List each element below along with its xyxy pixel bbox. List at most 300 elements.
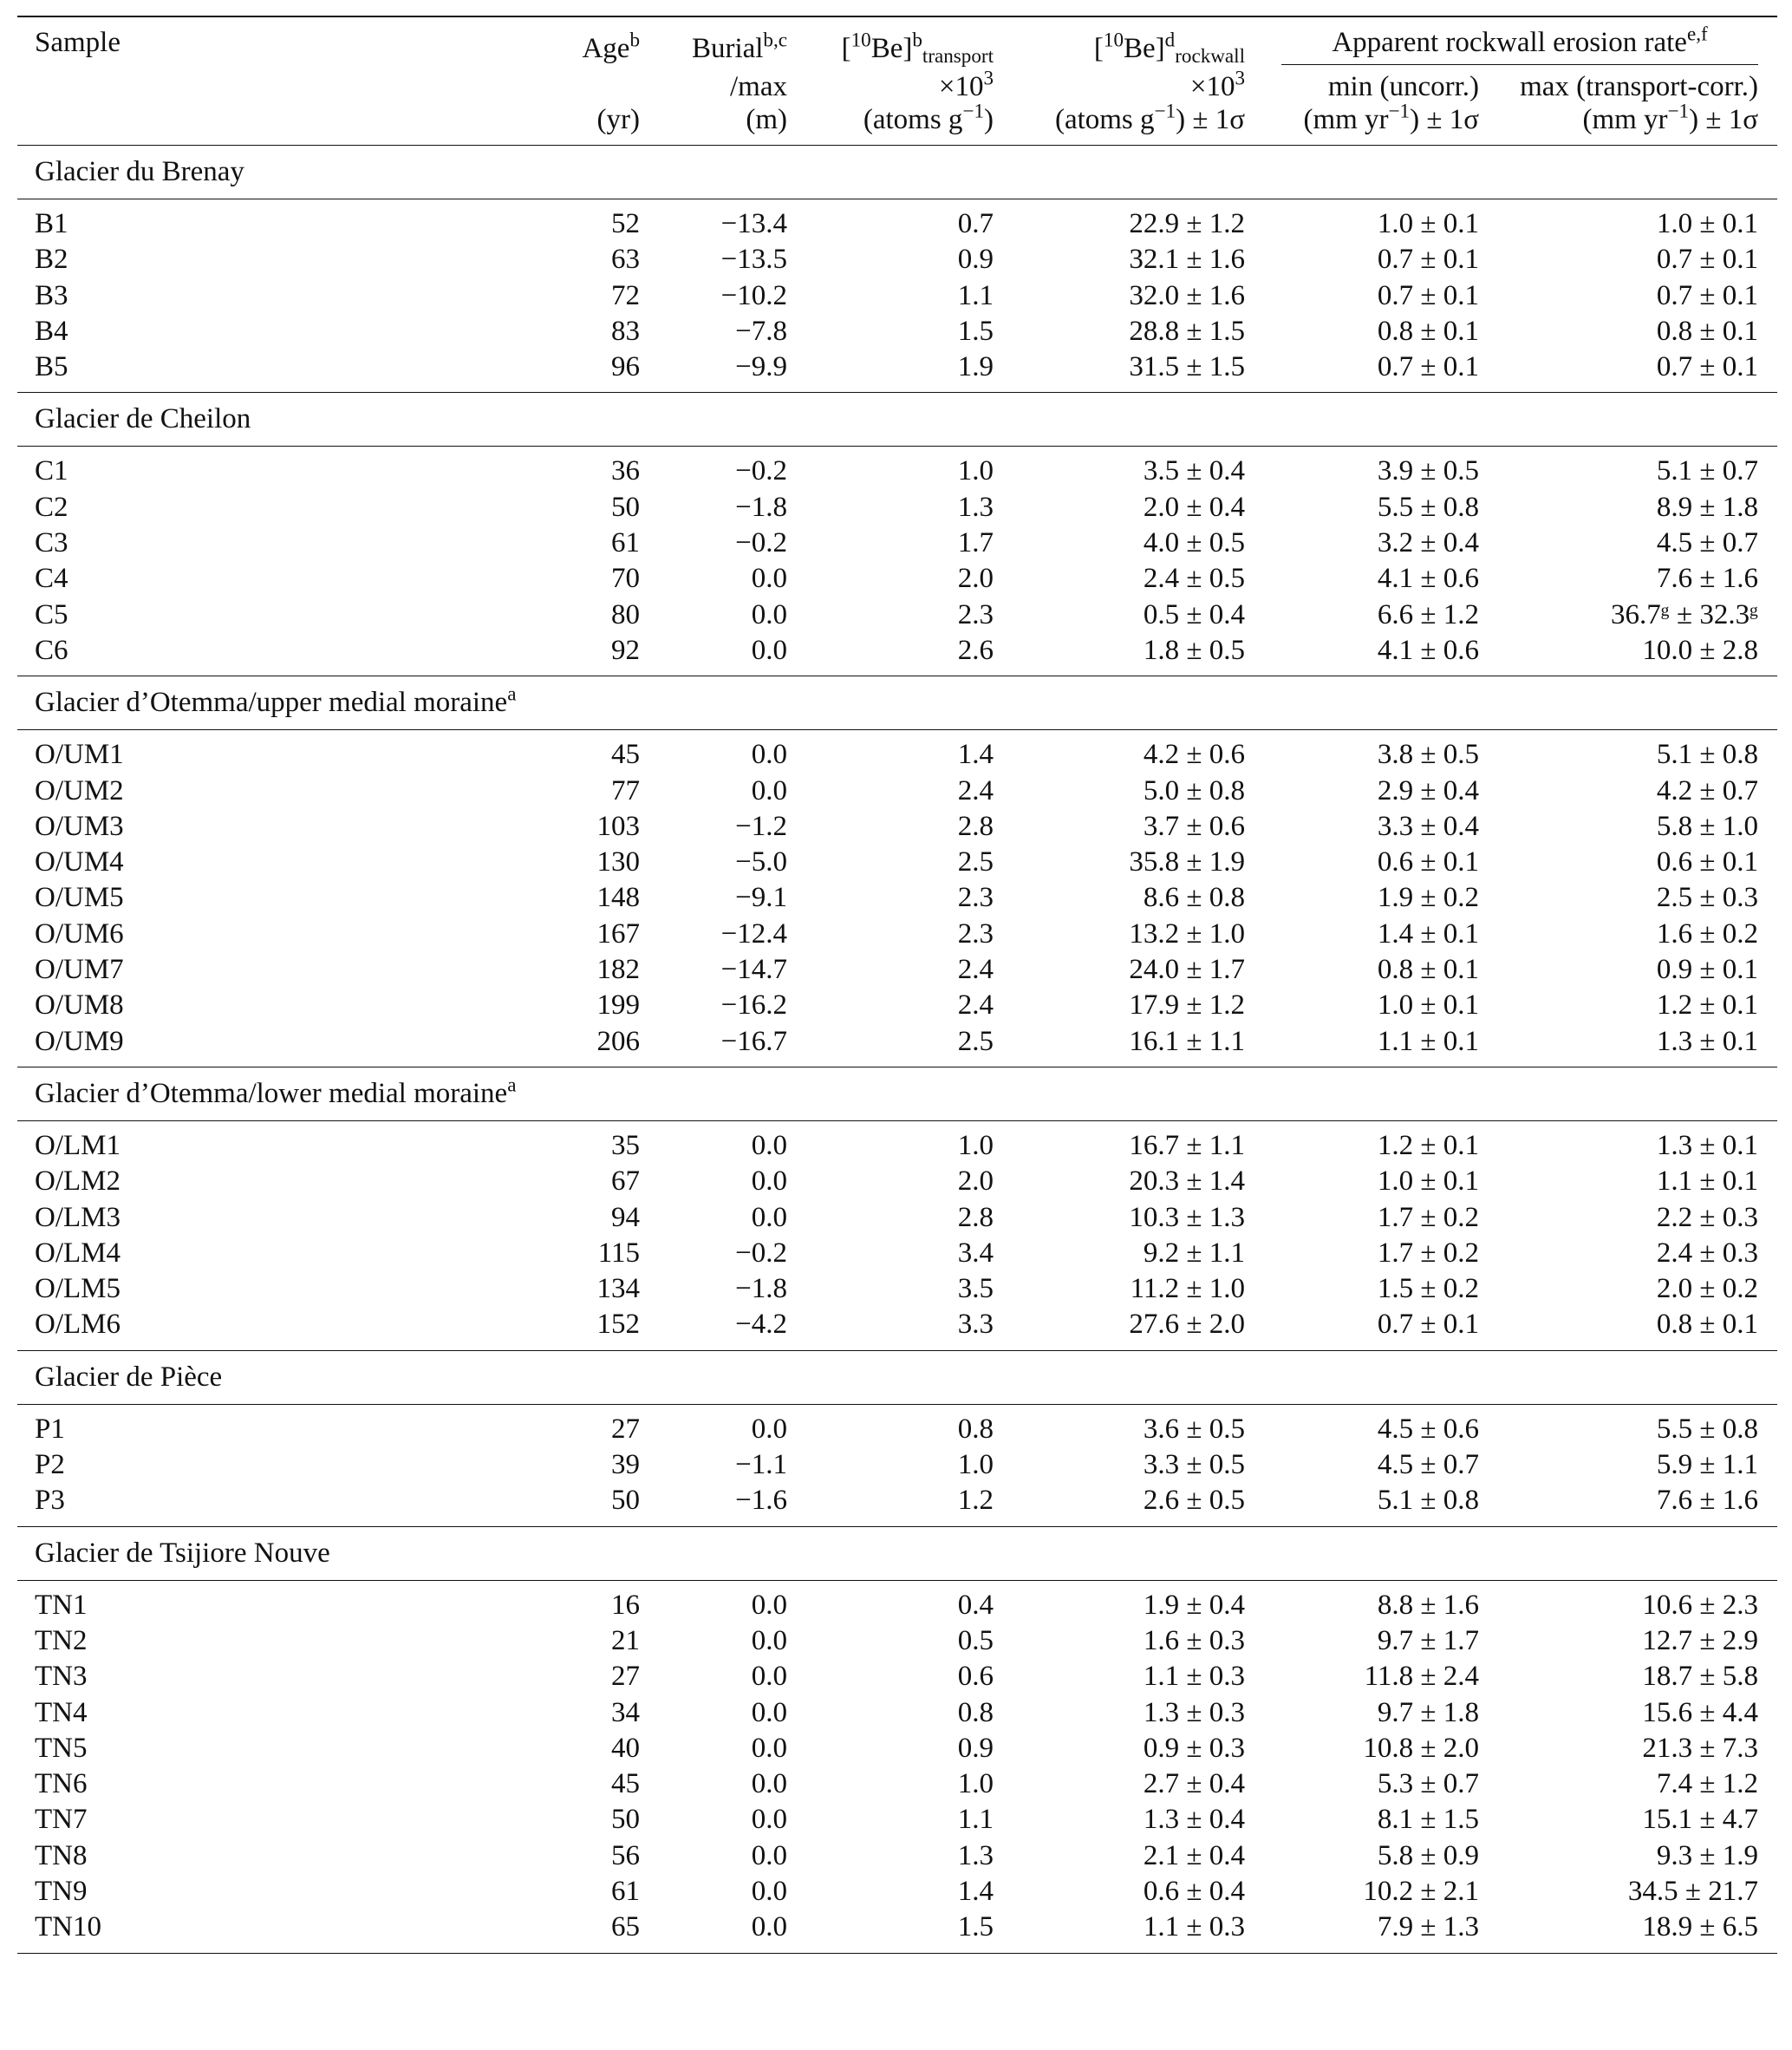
cell-burial: 0.0	[751, 1129, 787, 1161]
cell-rockwall: 31.5 ± 1.5	[1129, 351, 1245, 383]
table-group	[17, 676, 1777, 1067]
cell-burial: −12.4	[720, 917, 787, 950]
cell-rockwall: 17.9 ± 1.2	[1129, 989, 1245, 1022]
cell-erosion-max: 1.6 ± 0.2	[1656, 917, 1758, 950]
cell-erosion-min: 3.9 ± 0.5	[1377, 455, 1479, 487]
cell-rockwall: 1.3 ± 0.3	[1143, 1696, 1245, 1728]
cell-burial: 0.0	[751, 563, 787, 595]
cell-age: 206	[596, 1025, 640, 1057]
table-row	[17, 314, 1777, 349]
cell-transport: 2.5	[957, 1025, 994, 1057]
erosion-rate-table	[17, 16, 1777, 1954]
cell-age: 39	[611, 1449, 640, 1481]
cell-sample: C6	[35, 634, 68, 666]
cell-erosion-max: 1.3 ± 0.1	[1656, 1129, 1758, 1161]
cell-transport: 0.4	[957, 1589, 994, 1621]
cell-sample: B4	[35, 315, 68, 347]
cell-erosion-max: 5.1 ± 0.8	[1656, 739, 1758, 771]
cell-burial: −16.2	[720, 989, 787, 1022]
cell-erosion-min: 10.8 ± 2.0	[1363, 1732, 1479, 1764]
cell-transport: 1.0	[957, 1768, 994, 1800]
cell-erosion-min: 7.9 ± 1.3	[1377, 1911, 1479, 1943]
cell-rockwall: 16.7 ± 1.1	[1129, 1129, 1245, 1161]
cell-erosion-min: 5.3 ± 0.7	[1377, 1768, 1479, 1800]
header-max-unit: (mm $yr^{-1}) \pm 1\sigma$	[1582, 99, 1758, 135]
table-group	[17, 1067, 1777, 1350]
cell-erosion-min: 10.2 ± 2.1	[1363, 1875, 1479, 1907]
cell-burial: 0.0	[751, 774, 787, 806]
cell-rockwall: 8.6 ± 0.8	[1143, 882, 1245, 914]
cell-burial: −9.9	[735, 351, 787, 383]
cell-sample: C4	[35, 563, 68, 595]
table-row	[17, 278, 1777, 314]
cell-erosion-min: 1.9 ± 0.2	[1377, 882, 1479, 914]
cell-erosion-max: 21.3 ± 7.3	[1642, 1732, 1758, 1764]
cell-rockwall: 2.4 ± 0.5	[1143, 563, 1245, 595]
cell-age: 61	[611, 527, 640, 559]
cell-burial: 0.0	[751, 1911, 787, 1943]
cell-erosion-min: 5.8 ± 0.9	[1377, 1839, 1479, 1871]
cell-rockwall: 3.5 ± 0.4	[1143, 455, 1245, 487]
cell-transport: 2.4	[957, 989, 994, 1022]
cell-rockwall: 20.3 ± 1.4	[1129, 1165, 1245, 1198]
cell-sample: TN1	[35, 1589, 88, 1621]
cell-transport: 2.3	[957, 598, 994, 630]
cell-transport: 3.5	[957, 1273, 994, 1305]
cell-sample: TN3	[35, 1661, 88, 1693]
cell-sample: O/LM1	[35, 1129, 121, 1161]
cell-erosion-max: 5.8 ± 1.0	[1656, 810, 1758, 842]
cell-sample: C2	[35, 491, 68, 523]
cell-erosion-max: 2.5 ± 0.3	[1656, 882, 1758, 914]
cell-transport: 2.5	[957, 846, 994, 878]
cell-age: 134	[596, 1273, 640, 1305]
cell-sample: B1	[35, 208, 68, 239]
cell-age: 50	[611, 491, 640, 523]
cell-burial: −9.1	[735, 882, 787, 914]
table-row	[17, 561, 1777, 597]
table-row	[17, 199, 1777, 243]
cell-erosion-min: 6.6 ± 1.2	[1377, 598, 1479, 630]
cell-erosion-max: 0.6 ± 0.1	[1656, 846, 1758, 878]
cell-transport: 0.8	[957, 1696, 994, 1728]
group-label-row	[17, 676, 1777, 730]
cell-transport: 2.0	[957, 563, 994, 595]
cell-erosion-min: 5.1 ± 0.8	[1377, 1485, 1479, 1517]
cell-erosion-min: 1.7 ± 0.2	[1377, 1237, 1479, 1269]
table-group	[17, 146, 1777, 393]
cell-erosion-min: 8.1 ± 1.5	[1377, 1804, 1479, 1836]
cell-transport: 0.9	[957, 1732, 994, 1764]
cell-burial: 0.0	[751, 1624, 787, 1656]
cell-erosion-max: 4.2 ± 0.7	[1656, 774, 1758, 806]
cell-rockwall: 9.2 ± 1.1	[1143, 1237, 1245, 1269]
cell-burial: −14.7	[720, 954, 787, 986]
header-burial-unit: (m)	[746, 104, 787, 135]
cell-age: 167	[596, 917, 640, 950]
cell-rockwall: 16.1 ± 1.1	[1129, 1025, 1245, 1057]
cell-erosion-min: 1.0 ± 0.1	[1377, 208, 1479, 239]
cell-sample: TN8	[35, 1839, 88, 1871]
cell-age: 36	[611, 455, 640, 487]
header-rockwall-unit: (atoms $g^{-1}) \pm 1\sigma$	[1054, 99, 1245, 135]
cell-erosion-max: 10.0 ± 2.8	[1642, 634, 1758, 666]
cell-age: 65	[611, 1911, 640, 1943]
cell-sample: O/UM6	[35, 917, 124, 950]
cell-sample: O/UM1	[35, 739, 124, 771]
cell-erosion-min: 4.5 ± 0.7	[1377, 1449, 1479, 1481]
cell-sample: O/UM5	[35, 882, 124, 914]
cell-rockwall: 0.9 ± 0.3	[1143, 1732, 1245, 1764]
cell-transport: 1.7	[957, 527, 994, 559]
cell-rockwall: 0.6 ± 0.4	[1143, 1875, 1245, 1907]
cell-erosion-max: 0.8 ± 0.1	[1656, 1309, 1758, 1341]
cell-transport: 2.3	[957, 917, 994, 950]
table-row	[17, 952, 1777, 988]
cell-erosion-min: 3.3 ± 0.4	[1377, 810, 1479, 842]
cell-erosion-min: 4.5 ± 0.6	[1377, 1413, 1479, 1445]
cell-burial: 0.0	[751, 1875, 787, 1907]
cell-erosion-min: 0.8 ± 0.1	[1377, 954, 1479, 986]
cell-age: 40	[611, 1732, 640, 1764]
table-row	[17, 1307, 1777, 1350]
header-age-unit: (yr)	[596, 104, 640, 135]
cell-erosion-min: 11.8 ± 2.4	[1364, 1661, 1479, 1693]
cell-transport: 3.4	[957, 1237, 994, 1269]
cell-burial: −7.8	[735, 315, 787, 347]
cell-age: 21	[611, 1624, 640, 1656]
cell-sample: O/UM8	[35, 989, 124, 1022]
header-min-unit: (mm $yr^{-1}) \pm 1\sigma$	[1303, 99, 1479, 135]
cell-erosion-max: 18.7 ± 5.8	[1642, 1661, 1758, 1693]
cell-erosion-min: 4.1 ± 0.6	[1377, 634, 1479, 666]
cell-erosion-max: 0.7 ± 0.1	[1656, 351, 1758, 383]
cell-burial: 0.0	[751, 1589, 787, 1621]
cell-sample: C1	[35, 455, 68, 487]
cell-erosion-min: 3.2 ± 0.4	[1377, 527, 1479, 559]
cell-burial: 0.0	[751, 1732, 787, 1764]
cell-burial: −13.5	[720, 244, 787, 276]
cell-transport: 1.1	[957, 279, 994, 311]
table-row	[17, 633, 1777, 676]
cell-erosion-max: 2.4 ± 0.3	[1656, 1237, 1758, 1269]
cell-age: 77	[611, 774, 640, 806]
cell-erosion-min: 0.7 ± 0.1	[1377, 279, 1479, 311]
cell-sample: TN10	[35, 1911, 101, 1943]
cell-age: 115	[597, 1237, 640, 1269]
cell-erosion-max: 36.7ᵍ ± 32.3ᵍ	[1611, 598, 1758, 630]
cell-erosion-min: 1.4 ± 0.1	[1377, 917, 1479, 950]
cell-rockwall: 1.6 ± 0.3	[1143, 1624, 1245, 1656]
cell-rockwall: 2.1 ± 0.4	[1143, 1839, 1245, 1871]
cell-age: 63	[611, 244, 640, 276]
cell-sample: O/LM5	[35, 1273, 121, 1305]
cell-sample: O/UM3	[35, 810, 124, 842]
cell-age: 27	[611, 1413, 640, 1445]
group-label: Glacier d’Otemma/lower medial moraine$^a$	[17, 1067, 1777, 1120]
cell-rockwall: 27.6 ± 2.0	[1129, 1309, 1245, 1341]
cell-erosion-max: 15.6 ± 4.4	[1642, 1696, 1758, 1728]
table-row	[17, 1447, 1777, 1483]
group-label-row	[17, 1350, 1777, 1404]
cell-transport: 0.5	[957, 1624, 994, 1656]
cell-transport: 2.4	[957, 954, 994, 986]
cell-age: 92	[611, 634, 640, 666]
cell-burial: 0.0	[751, 1413, 787, 1445]
table-row	[17, 1695, 1777, 1731]
cell-erosion-max: 18.9 ± 6.5	[1642, 1911, 1758, 1943]
table-group	[17, 393, 1777, 676]
cell-rockwall: 1.1 ± 0.3	[1143, 1661, 1245, 1693]
cell-sample: O/LM2	[35, 1165, 121, 1198]
cell-erosion-min: 4.1 ± 0.6	[1377, 563, 1479, 595]
cell-erosion-min: 0.6 ± 0.1	[1377, 846, 1479, 878]
cell-sample: P3	[35, 1485, 65, 1517]
cell-erosion-max: 2.0 ± 0.2	[1656, 1273, 1758, 1305]
cell-age: 199	[596, 989, 640, 1022]
table-row	[17, 526, 1777, 561]
cell-burial: 0.0	[751, 739, 787, 771]
cell-transport: 0.7	[957, 208, 994, 239]
cell-erosion-max: 10.6 ± 2.3	[1642, 1589, 1758, 1621]
cell-sample: C5	[35, 598, 68, 630]
cell-sample: TN9	[35, 1875, 88, 1907]
cell-age: 56	[611, 1839, 640, 1871]
cell-erosion-min: 2.9 ± 0.4	[1377, 774, 1479, 806]
table-row	[17, 597, 1777, 633]
cell-rockwall: 3.3 ± 0.5	[1143, 1449, 1245, 1481]
cell-age: 50	[611, 1804, 640, 1836]
table-row	[17, 1200, 1777, 1236]
cell-burial: 0.0	[751, 634, 787, 666]
cell-transport: 2.0	[957, 1165, 994, 1198]
cell-burial: 0.0	[751, 1804, 787, 1836]
cell-erosion-max: 7.6 ± 1.6	[1656, 563, 1758, 595]
table-row	[17, 1910, 1777, 1953]
cell-burial: −4.2	[735, 1309, 787, 1341]
cell-burial: −1.8	[735, 1273, 787, 1305]
cell-sample: TN4	[35, 1696, 88, 1728]
group-label-row	[17, 1526, 1777, 1580]
cell-age: 67	[611, 1165, 640, 1198]
cell-rockwall: 11.2 ± 1.0	[1130, 1273, 1245, 1305]
cell-age: 72	[611, 279, 640, 311]
cell-transport: 0.6	[957, 1661, 994, 1693]
table-row	[17, 1659, 1777, 1694]
cell-erosion-min: 5.5 ± 0.8	[1377, 491, 1479, 523]
table-row	[17, 1404, 1777, 1447]
table-row	[17, 845, 1777, 880]
table-row	[17, 774, 1777, 809]
cell-age: 27	[611, 1661, 640, 1693]
cell-age: 52	[611, 208, 640, 239]
table-row	[17, 1271, 1777, 1307]
header-transport-unit: (atoms $g^{-1}$)	[863, 99, 994, 135]
table-row	[17, 809, 1777, 845]
cell-erosion-max: 0.8 ± 0.1	[1656, 315, 1758, 347]
cell-rockwall: 2.0 ± 0.4	[1143, 491, 1245, 523]
table-row	[17, 1236, 1777, 1271]
cell-transport: 2.8	[957, 810, 994, 842]
cell-transport: 1.2	[957, 1485, 994, 1517]
cell-age: 148	[596, 882, 640, 914]
cell-transport: 1.9	[957, 351, 994, 383]
cell-rockwall: 2.7 ± 0.4	[1143, 1768, 1245, 1800]
cell-sample: O/UM9	[35, 1025, 124, 1057]
table-row	[17, 988, 1777, 1023]
cell-erosion-max: 5.9 ± 1.1	[1656, 1449, 1758, 1481]
cell-erosion-min: 1.7 ± 0.2	[1377, 1201, 1479, 1233]
cell-burial: −16.7	[720, 1025, 787, 1057]
cell-rockwall: 1.9 ± 0.4	[1143, 1589, 1245, 1621]
cell-erosion-max: 1.3 ± 0.1	[1656, 1025, 1758, 1057]
cell-sample: TN2	[35, 1624, 88, 1656]
cell-age: 96	[611, 351, 640, 383]
cell-rockwall: 13.2 ± 1.0	[1129, 917, 1245, 950]
cell-rockwall: 1.1 ± 0.3	[1143, 1911, 1245, 1943]
cell-transport: 0.9	[957, 244, 994, 276]
group-label-row	[17, 146, 1777, 199]
cell-rockwall: 24.0 ± 1.7	[1129, 954, 1245, 986]
cell-erosion-min: 1.1 ± 0.1	[1377, 1025, 1479, 1057]
cell-sample: O/UM2	[35, 774, 124, 806]
header-burial: Burial$^{b,c}$	[691, 28, 787, 64]
table-row	[17, 917, 1777, 952]
cell-sample: O/LM6	[35, 1309, 121, 1341]
cell-rockwall: 4.0 ± 0.5	[1143, 527, 1245, 559]
table-row	[17, 880, 1777, 916]
cell-age: 16	[611, 1589, 640, 1621]
cell-transport: 2.4	[957, 774, 994, 806]
cell-transport: 2.6	[957, 634, 994, 666]
group-label: Glacier de Tsijiore Nouve	[17, 1526, 1777, 1580]
group-label: Glacier de Pièce	[17, 1350, 1777, 1404]
cell-erosion-min: 9.7 ± 1.7	[1377, 1624, 1479, 1656]
table-group	[17, 1526, 1777, 1953]
table-row	[17, 1024, 1777, 1067]
cell-erosion-max: 1.2 ± 0.1	[1656, 989, 1758, 1022]
cell-rockwall: 1.3 ± 0.4	[1143, 1804, 1245, 1836]
table-row	[17, 1766, 1777, 1802]
header-erosion-rate: Apparent rockwall erosion rate$^{e,f}$	[1264, 16, 1777, 70]
table-row	[17, 1874, 1777, 1910]
cell-transport: 1.3	[957, 1839, 994, 1871]
cell-age: 35	[611, 1129, 640, 1161]
cell-sample: TN5	[35, 1732, 88, 1764]
table-row	[17, 1802, 1777, 1838]
header-age: Age$^b$	[582, 28, 640, 64]
cell-transport: 0.8	[957, 1413, 994, 1445]
cell-burial: −13.4	[720, 208, 787, 239]
header-age-blank	[494, 70, 659, 103]
cell-erosion-max: 4.5 ± 0.7	[1656, 527, 1758, 559]
cell-transport: 1.0	[957, 1129, 994, 1161]
cell-sample: P2	[35, 1449, 65, 1481]
cell-burial: −10.2	[720, 279, 787, 311]
cell-age: 70	[611, 563, 640, 595]
cell-sample: P1	[35, 1413, 65, 1445]
cell-sample: B2	[35, 244, 68, 276]
cell-erosion-min: 0.8 ± 0.1	[1377, 315, 1479, 347]
cell-rockwall: 4.2 ± 0.6	[1143, 739, 1245, 771]
cell-rockwall: 35.8 ± 1.9	[1129, 846, 1245, 878]
cell-age: 130	[596, 846, 640, 878]
cell-erosion-max: 1.0 ± 0.1	[1656, 208, 1758, 239]
cell-rockwall: 1.8 ± 0.5	[1143, 634, 1245, 666]
table-row	[17, 1580, 1777, 1623]
cell-erosion-min: 8.8 ± 1.6	[1377, 1589, 1479, 1621]
cell-transport: 1.3	[957, 491, 994, 523]
cell-erosion-max: 7.4 ± 1.2	[1656, 1768, 1758, 1800]
group-label-row	[17, 1067, 1777, 1120]
cell-transport: 1.1	[957, 1804, 994, 1836]
cell-rockwall: 32.1 ± 1.6	[1129, 244, 1245, 276]
cell-sample: B5	[35, 351, 68, 383]
table-header	[17, 16, 1777, 146]
cell-burial: 0.0	[751, 1661, 787, 1693]
cell-erosion-max: 0.7 ± 0.1	[1656, 279, 1758, 311]
cell-rockwall: 32.0 ± 1.6	[1129, 279, 1245, 311]
cell-rockwall: 3.6 ± 0.5	[1143, 1413, 1245, 1445]
cell-sample: O/LM4	[35, 1237, 121, 1269]
cell-rockwall: 0.5 ± 0.4	[1143, 598, 1245, 630]
cell-erosion-min: 0.7 ± 0.1	[1377, 351, 1479, 383]
cell-transport: 1.0	[957, 1449, 994, 1481]
cell-erosion-max: 2.2 ± 0.3	[1656, 1201, 1758, 1233]
table-row	[17, 1483, 1777, 1526]
cell-erosion-max: 0.7 ± 0.1	[1656, 244, 1758, 276]
header-burial-sub: /max	[730, 71, 787, 102]
cell-sample: O/UM7	[35, 954, 124, 986]
cell-sample: O/LM3	[35, 1201, 121, 1233]
table-group	[17, 1350, 1777, 1526]
header-rockwall: $[^{10}Be]^d_{rockwall}$	[1093, 28, 1245, 67]
cell-erosion-max: 15.1 ± 4.7	[1642, 1804, 1758, 1836]
table-row	[17, 242, 1777, 277]
cell-burial: −1.6	[735, 1485, 787, 1517]
cell-erosion-min: 1.5 ± 0.2	[1377, 1273, 1479, 1305]
cell-burial: −1.2	[735, 810, 787, 842]
cell-age: 34	[611, 1696, 640, 1728]
cell-erosion-min: 1.0 ± 0.1	[1377, 989, 1479, 1022]
cell-transport: 1.5	[957, 315, 994, 347]
cell-sample: B3	[35, 279, 68, 311]
cell-erosion-max: 9.3 ± 1.9	[1656, 1839, 1758, 1871]
cell-erosion-min: 1.0 ± 0.1	[1377, 1165, 1479, 1198]
cell-age: 80	[611, 598, 640, 630]
header-rockwall-scale: $\times 10^3$	[1189, 66, 1245, 102]
cell-age: 94	[611, 1201, 640, 1233]
header-transport-scale: $\times 10^3$	[938, 66, 994, 102]
cell-sample: O/UM4	[35, 846, 124, 878]
table-row	[17, 490, 1777, 526]
table-row	[17, 349, 1777, 393]
cell-burial: −0.2	[735, 455, 787, 487]
cell-erosion-min: 0.7 ± 0.1	[1377, 244, 1479, 276]
header-max: max (transport-corr.)	[1520, 71, 1758, 102]
cell-burial: 0.0	[751, 1768, 787, 1800]
cell-burial: 0.0	[751, 598, 787, 630]
cell-erosion-max: 7.6 ± 1.6	[1656, 1485, 1758, 1517]
cell-burial: −1.8	[735, 491, 787, 523]
cell-sample: TN7	[35, 1804, 88, 1836]
cell-rockwall: 28.8 ± 1.5	[1129, 315, 1245, 347]
cell-sample: TN6	[35, 1768, 88, 1800]
cell-burial: 0.0	[751, 1696, 787, 1728]
table-row	[17, 1623, 1777, 1659]
cell-burial: 0.0	[751, 1165, 787, 1198]
cell-burial: −5.0	[735, 846, 787, 878]
